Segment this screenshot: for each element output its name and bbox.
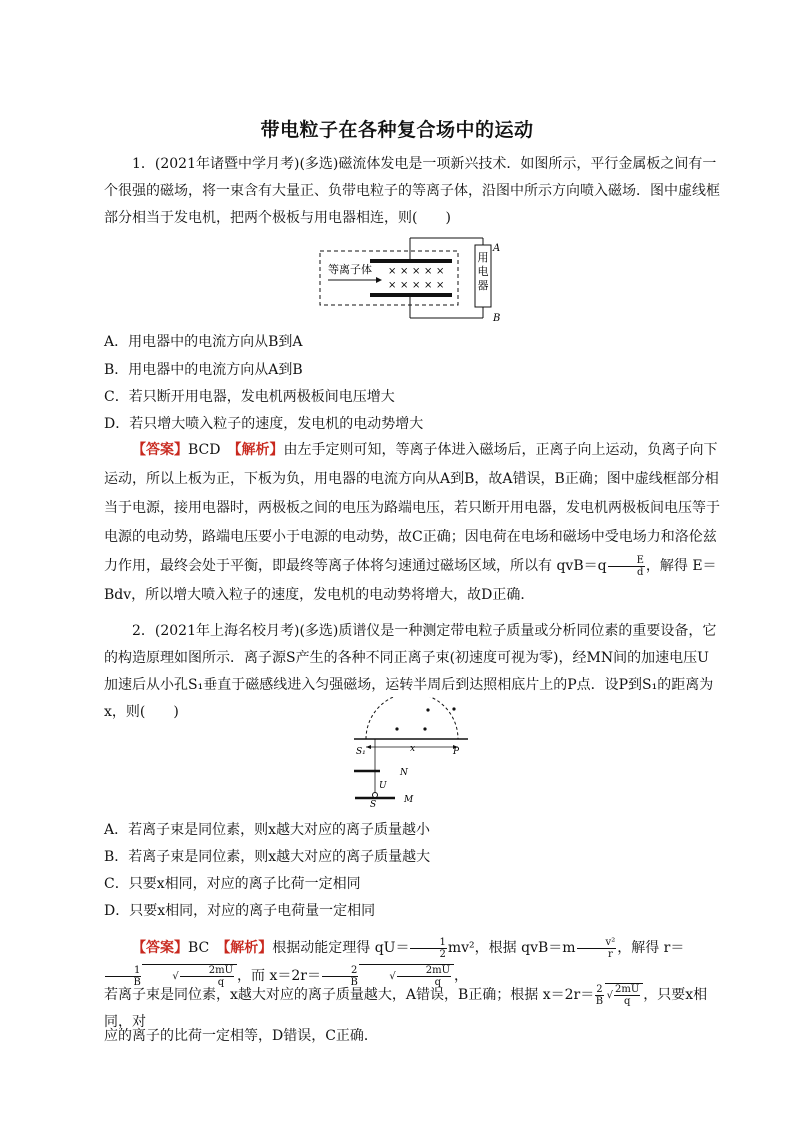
q2-analysis-line1: 【答案】BC 【解析】根据动能定理得 qU＝ $\frac{1}{2}$ mv²，根据 qvB＝m $\frac{\text{v²}}{r}$ ，解得 r＝ $\frac{1}{B}$ √ $\frac{2mU}{q}$ ，而 x＝2r＝ $\frac{2}{B}$ √ $\frac{2mU}{q}$ ， (104, 934, 722, 990)
answer-tag: 【答案】 (132, 442, 188, 458)
analysis-tag: 【解析】 (223, 940, 273, 956)
label-p: P (453, 747, 460, 757)
svg-text:×: × (412, 280, 421, 291)
q2-analysis-line2: 若离子束是同位素，x越大对应的离子质量越大，A错误，B正确；根据 x＝2r＝ $\frac{2}{B}$ √ $\frac{2mU}{q}$ ，只要x相同，对 (104, 983, 708, 1030)
q1-figure-mhd-generator (318, 233, 508, 323)
q2-stem: 2．(2021年上海名校月考)(多选)质谱仪是一种测定带电粒子质量或分析同位素的重要设备，它的构造原理如图所示．离子源S产生的各种不同正离子束(初速度可视为零)，经MN间的加速电压U加速后从小孔S₁垂直于磁感线进入匀强磁场，运转半周后到达照相底片上的P点．设P到S₁的距离为x，则( ) (104, 623, 717, 720)
fraction-2-over-b: $\frac{2}{B}$ (322, 965, 358, 988)
q1-answer-block (104, 436, 722, 610)
sqrt-2mu-over-q-2: √ $\frac{2mU}{q}$ (359, 964, 454, 988)
q1-option-b: B．用电器中的电流方向从A到B (104, 362, 303, 378)
svg-text:×: × (388, 280, 397, 291)
label-n: N (400, 768, 408, 778)
device-label-2: 电 (477, 265, 489, 278)
fraction-half: $\frac{1}{2}$ (410, 937, 446, 960)
q1-analysis-part2: ，解得 E＝Bdv，所以增大喷入粒子的速度，发电机的电动势将增大，故D正确． (104, 558, 717, 603)
svg-text:×: × (388, 266, 397, 277)
svg-text:×: × (400, 280, 409, 291)
plasma-label: 等离子体 (328, 263, 372, 276)
label-s: S (370, 800, 377, 809)
sqrt-2mu-over-q-3: √ $\frac{2mU}{q}$ (605, 983, 644, 1007)
upper-plate (370, 259, 452, 263)
label-b: B (493, 313, 501, 323)
q1-option-d: D．若只增大喷入粒子的速度，发电机的电动势增大 (104, 416, 424, 432)
q1-stem: 1．(2021年诸暨中学月考)(多选)磁流体发电是一项新兴技术．如图所示，平行金属板之间有一个很强的磁场，将一束含有大量正、负带电粒子的等离子体，沿图中所示方向喷入磁场．图中虚线框部分相当于发电机，把两个极板与用电器相连，则( ) (104, 156, 720, 226)
lower-plate (370, 293, 452, 297)
q1-analysis-part1: 由左手定则可知，等离子体进入磁场后，正离子向上运动，负离子向下运动，所以上板为正，下板为负，用电器的电流方向从A到B，故A错误，B正确；图中虚线框部分相当于电源，接用电器时，两极板之间的电压为路端电压，若只断开用电器，发电机两极板间电压等于电源的电动势，路端电压要小于电源的电动势，故C正确；因电荷在电场和磁场中受电场力和洛伦兹力作用，最终会处于平衡，即最终等离子体将匀速通过磁场区域，所以有 qvB＝q (104, 442, 720, 574)
device-label-1: 用 (477, 251, 489, 264)
q2-option-c: C．只要x相同，对应的离子比荷一定相同 (104, 876, 361, 892)
q1-option-c: C．若只断开用电器，发电机两极板间电压增大 (104, 389, 395, 405)
answer-tag: 【答案】 (132, 940, 188, 956)
svg-text:×: × (424, 280, 433, 291)
magnetic-field-crosses (388, 266, 444, 291)
q2-option-b: B．若离子束是同位素，则x越大对应的离子质量越大 (104, 849, 431, 865)
svg-text:×: × (436, 280, 445, 291)
fraction-1-over-b: $\frac{1}{B}$ (105, 965, 141, 988)
svg-text:×: × (436, 266, 445, 277)
analysis-tag: 【解析】 (234, 442, 284, 458)
q2-option-a: A．若离子束是同位素，则x越大对应的离子质量越小 (104, 822, 431, 838)
svg-text:×: × (400, 266, 409, 277)
label-a: A (493, 243, 501, 254)
q2-figure-mass-spectrometer (350, 697, 470, 809)
label-x: x (410, 744, 416, 754)
fraction-2-over-b-3: $\frac{2}{B}$ (595, 983, 604, 1007)
q2-analysis-line3: 应的离子的比荷一定相等，D错误，C正确． (104, 1028, 378, 1044)
label-m: M (404, 795, 414, 805)
svg-text:×: × (424, 266, 433, 277)
page-title: 带电粒子在各种复合场中的运动 (260, 119, 534, 141)
fraction-v2-over-r: $\frac{\text{v²}}{r}$ (577, 937, 617, 960)
label-s1: S₁ (356, 747, 366, 757)
q1-answer: BCD (188, 442, 221, 458)
sqrt-2mu-over-q: √ $\frac{2mU}{q}$ (142, 964, 237, 988)
device-label-3: 器 (477, 279, 489, 292)
fraction-e-over-d: $\frac{E}{d}$ (608, 555, 645, 578)
label-u: U (379, 781, 387, 791)
q2-answer: BC (188, 940, 210, 956)
q1-option-a: A．用电器中的电流方向从B到A (104, 334, 303, 350)
q2-option-d: D．只要x相同，对应的离子电荷量一定相同 (104, 903, 376, 919)
svg-text:×: × (412, 266, 421, 277)
semicircle-path (366, 697, 458, 739)
